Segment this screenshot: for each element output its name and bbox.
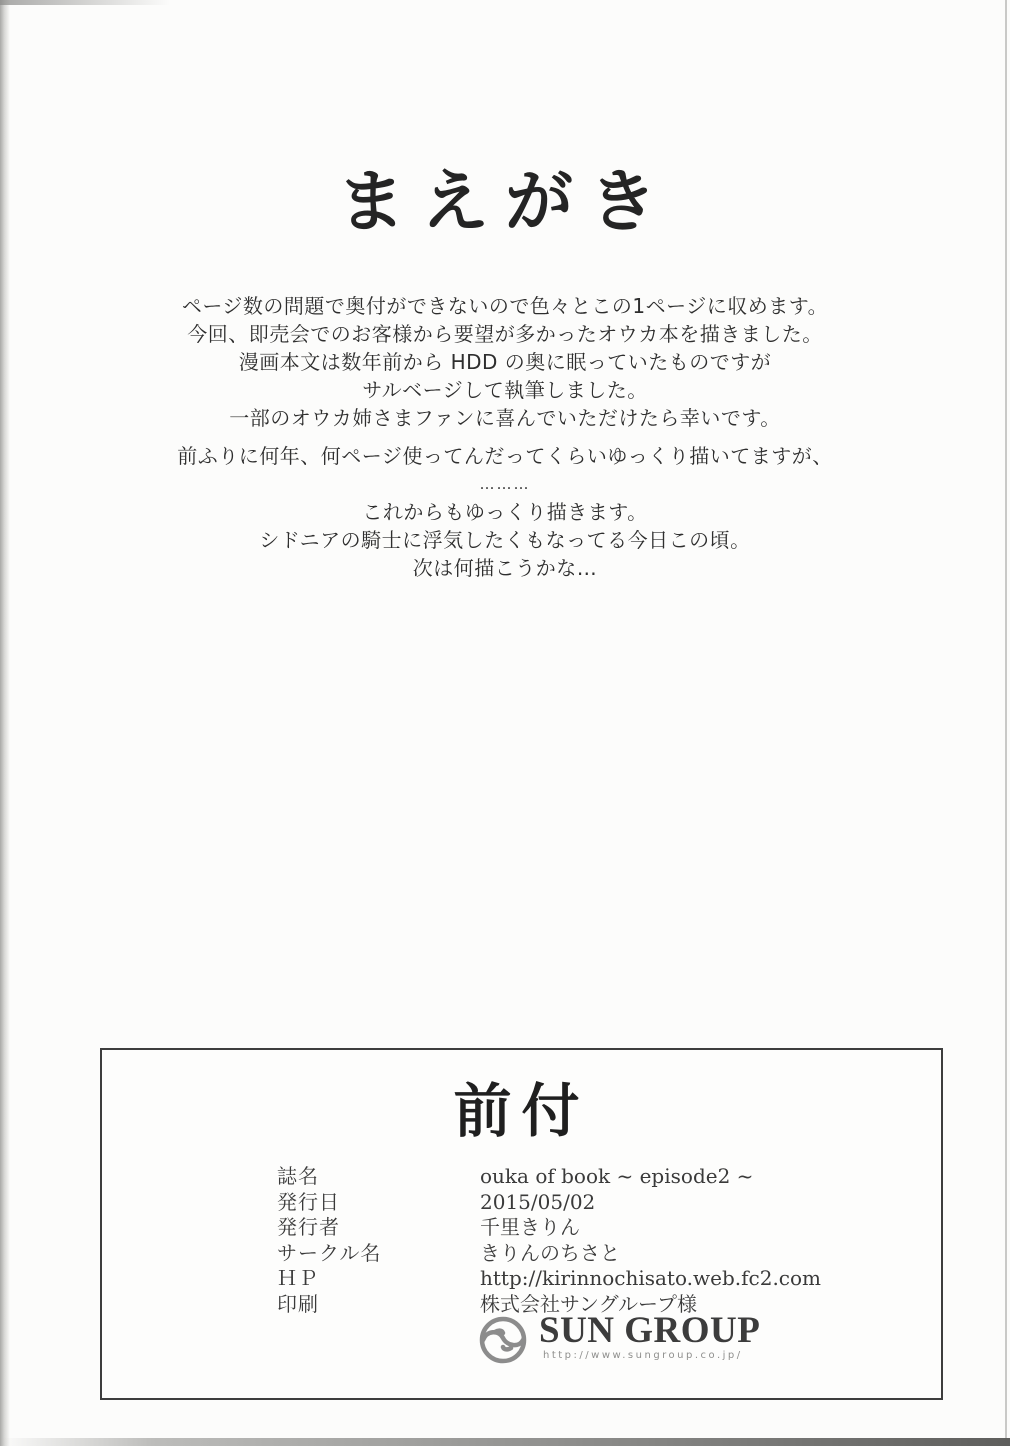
- preface-line: 前ふりに何年、何ページ使ってんだってくらいゆっくり描いてますが、: [177, 444, 833, 468]
- colophon-row-hakkoubi: [277, 1190, 911, 1216]
- scan-smudge-top: [0, 0, 170, 5]
- colophon-hp-url: http://kirinnochisato.web.fc2.com: [480, 1266, 822, 1290]
- preface-line: シドニアの騎士に浮気したくもなってる今日この頃。: [259, 528, 751, 552]
- colophon-table: [277, 1164, 911, 1317]
- preface-paragraph-2: [0, 442, 1010, 582]
- colophon-label: 誌名: [277, 1164, 319, 1188]
- colophon-row-shimei: [277, 1164, 911, 1190]
- printer-logo: [477, 1312, 760, 1370]
- preface-line: 一部のオウカ姉さまファンに喜んでいただけたら幸いです。: [229, 406, 781, 430]
- scan-edge-bottom: [0, 1438, 1010, 1446]
- printer-logo-name: SUN GROUP: [539, 1310, 761, 1351]
- page-title: まえがき: [336, 162, 673, 242]
- colophon-value: ouka of book ~ episode2 ~: [480, 1164, 754, 1188]
- colophon-label: 発行日: [277, 1189, 340, 1214]
- colophon-value: 千里きりん: [480, 1215, 580, 1239]
- colophon-value: 2015/05/02: [480, 1189, 596, 1214]
- colophon-label: 印刷: [277, 1291, 319, 1316]
- colophon-label: ＨＰ: [277, 1266, 319, 1290]
- preface-ellipsis-line: ………: [479, 475, 531, 493]
- preface-line: サルベージして執筆しました。: [362, 378, 648, 402]
- printer-logo-url: http://www.sungroup.co.jp/: [543, 1350, 743, 1361]
- preface-line: 次は何描こうかな…: [412, 556, 598, 580]
- preface-line: 漫画本文は数年前から HDD の奥に眠っていたものですが: [238, 350, 772, 374]
- colophon-label: サークル名: [277, 1240, 382, 1265]
- preface-line: ページ数の問題で奥付ができないので色々とこの1ページに収めます。: [181, 294, 829, 318]
- preface-line: 今回、即売会でのお客様から要望が多かったオウカ本を描きました。: [187, 322, 823, 346]
- colophon-row-hp: [277, 1266, 911, 1292]
- colophon-box: [100, 1048, 943, 1400]
- colophon-row-hakkousha: [277, 1215, 911, 1241]
- colophon-value: きりんのちさと: [480, 1240, 620, 1265]
- sun-group-logo-icon: [477, 1314, 529, 1370]
- colophon-value: 株式会社サングループ様: [480, 1291, 697, 1316]
- preface-line: これからもゆっくり描きます。: [362, 500, 648, 524]
- colophon-title: 前付: [453, 1077, 590, 1145]
- colophon-label: 発行者: [277, 1215, 340, 1239]
- preface-paragraph-1: [0, 292, 1010, 432]
- colophon-row-circle: [277, 1241, 911, 1267]
